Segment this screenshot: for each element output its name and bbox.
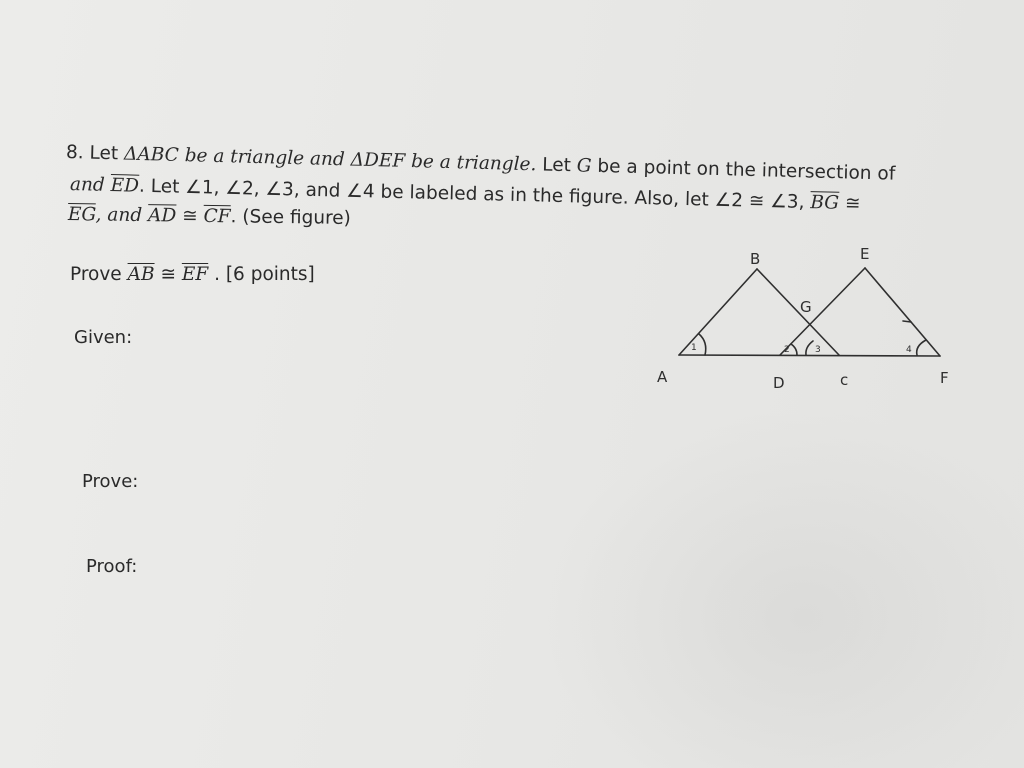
segment-ef: $\overline{EF}$ bbox=[181, 264, 209, 285]
segment-ed: $\overline{ED}$ bbox=[110, 174, 140, 197]
vertex-a: A bbox=[657, 368, 668, 386]
text-be-triangle: be a triangle. bbox=[410, 151, 537, 176]
angle-1-arc bbox=[699, 334, 706, 355]
baseline-afline bbox=[679, 355, 940, 356]
congruent-symbol: ≅ bbox=[182, 205, 198, 227]
vertex-g: G bbox=[800, 298, 812, 316]
angle-3-label: 3 bbox=[815, 345, 821, 355]
congruent-symbol: ≅ bbox=[160, 264, 176, 285]
angle-1-label: 1 bbox=[691, 343, 697, 353]
congruent-symbol: ≅ bbox=[844, 192, 861, 215]
problem-number: 8. bbox=[65, 142, 84, 164]
text-points: . [6 points] bbox=[214, 264, 315, 285]
angle-3-arc bbox=[806, 341, 813, 355]
vertex-f: F bbox=[940, 369, 949, 387]
proof-label: Proof: bbox=[86, 556, 138, 577]
segment-ad: $\overline{AD}$ bbox=[147, 205, 177, 227]
point-g: G bbox=[576, 155, 592, 177]
angle-list: ∠1, ∠2, ∠3, and ∠4 bbox=[185, 176, 375, 203]
text-labeled: be labeled as in the figure. Also, let ∠2 ≅ ∠3, bbox=[380, 181, 805, 213]
segment-cf: $\overline{CF}$ bbox=[203, 205, 231, 228]
side-bc bbox=[757, 269, 839, 355]
text-be-triangle-and: be a triangle and bbox=[184, 145, 346, 171]
angle-2-label: 2 bbox=[784, 345, 790, 355]
text-let: Let bbox=[89, 142, 119, 165]
text-prove: Prove bbox=[70, 264, 122, 285]
vertex-b: B bbox=[750, 250, 761, 268]
given-label: Given: bbox=[74, 327, 133, 348]
prove-label: Prove: bbox=[82, 471, 139, 492]
angle-4-arc bbox=[917, 340, 926, 355]
tick-mark bbox=[903, 321, 911, 322]
triangle-def: ΔDEF bbox=[350, 149, 406, 172]
triangle-abc: ΔABC bbox=[123, 143, 180, 166]
vertex-c: c bbox=[840, 371, 849, 389]
text-and: and bbox=[69, 174, 106, 196]
segment-eg: $\overline{EG}$ bbox=[67, 204, 96, 226]
angle-2-arc bbox=[791, 344, 797, 355]
angle-4-label: 4 bbox=[906, 345, 912, 355]
text-see-figure: . (See figure) bbox=[230, 206, 351, 229]
text-let-g: Let bbox=[541, 154, 572, 177]
side-ef bbox=[865, 268, 940, 356]
text-intersection: be a point on the intersection of bbox=[597, 155, 896, 185]
text-comma-and: , and bbox=[95, 204, 143, 227]
text-let-angles: . Let bbox=[138, 175, 180, 198]
segment-ab: $\overline{AB}$ bbox=[127, 264, 155, 285]
vertex-d: D bbox=[773, 374, 785, 392]
side-de bbox=[780, 268, 865, 355]
segment-bg: $\overline{BG}$ bbox=[810, 192, 840, 214]
vertex-e: E bbox=[860, 245, 870, 263]
